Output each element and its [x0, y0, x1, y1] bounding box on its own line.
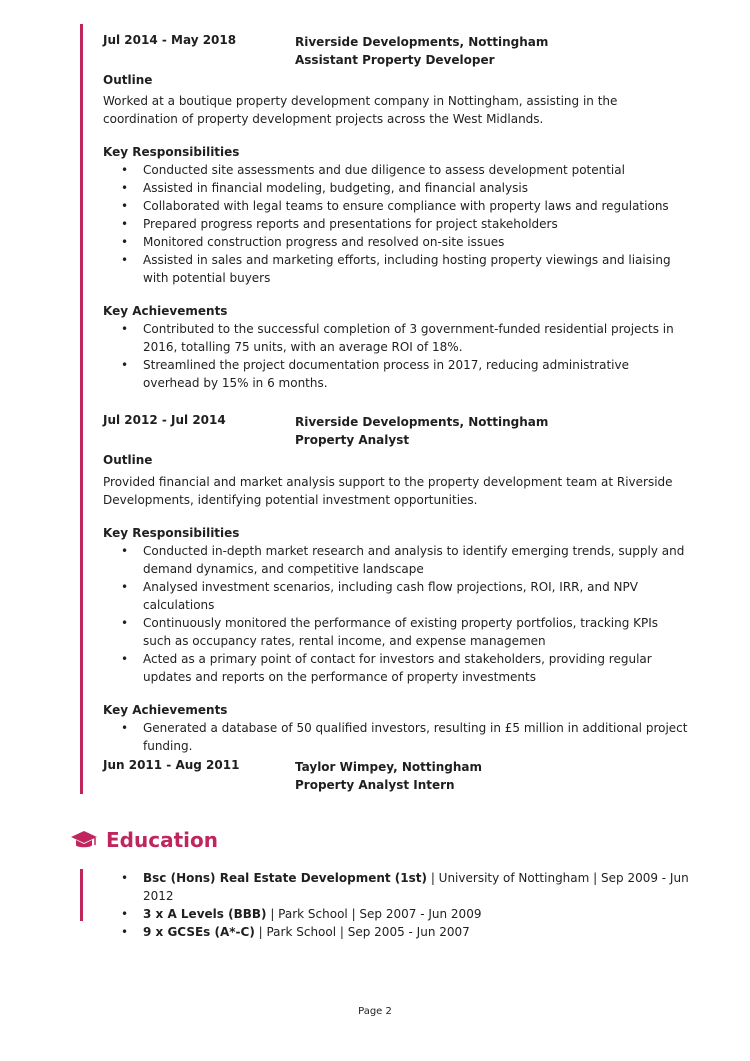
responsibilities-label: Key Responsibilities — [103, 526, 240, 540]
achievements-list — [103, 719, 688, 755]
job-entry — [103, 33, 688, 392]
job-dates: Jun 2011 - Aug 2011 — [103, 758, 240, 772]
responsibilities-list — [103, 542, 688, 686]
list-item: • Generated a database of 50 qualified investors, resulting in £5 million in additional project funding. — [143, 719, 688, 755]
responsibilities-list — [103, 161, 688, 287]
outline-text: Provided financial and market analysis support to the property development team at Riverside Developments, identifying potential investment opportunities. — [103, 475, 673, 507]
list-item: • Conducted site assessments and due diligence to assess development potential — [143, 161, 688, 179]
list-item: • Conducted in-depth market research and analysis to identify emerging trends, supply and demand dynamics, and competitive landscape — [143, 542, 688, 578]
job-company-block — [295, 758, 482, 794]
outline-label: Outline — [103, 73, 153, 87]
list-item: • Assisted in sales and marketing efforts, including hosting property viewings and liaising with potential buyers — [143, 251, 688, 287]
list-item: • Assisted in financial modeling, budgeting, and financial analysis — [143, 179, 688, 197]
list-item: • Prepared progress reports and presentations for project stakeholders — [143, 215, 688, 233]
list-item: • Continuously monitored the performance of existing property portfolios, tracking KPIs such as occupancy rates, rental income, and expense managemen — [143, 614, 688, 650]
education-qualification: 3 x A Levels (BBB) — [143, 907, 267, 921]
job-header — [103, 758, 688, 794]
job-title: Assistant Property Developer — [295, 53, 495, 67]
graduation-cap-icon — [70, 829, 98, 851]
job-entry — [103, 413, 688, 755]
education-list — [103, 869, 703, 941]
job-company: Taylor Wimpey, Nottingham — [295, 760, 483, 774]
education-item — [143, 869, 703, 905]
outline-label: Outline — [103, 453, 153, 467]
education-details: | Park School | Sep 2005 - Jun 2007 — [254, 925, 470, 939]
job-company-block — [295, 33, 548, 69]
responsibilities-label: Key Responsibilities — [103, 145, 240, 159]
education-items — [103, 869, 703, 941]
list-item: • Analysed investment scenarios, including cash flow projections, ROI, IRR, and NPV calculations — [143, 578, 688, 614]
job-company: Riverside Developments, Nottingham — [295, 35, 549, 49]
list-item: • Collaborated with legal teams to ensure compliance with property laws and regulations — [143, 197, 688, 215]
list-item: • Streamlined the project documentation process in 2017, reducing administrative overhead by 15% in 6 months. — [143, 356, 688, 392]
education-qualification: Bsc (Hons) Real Estate Development (1st) — [143, 871, 427, 885]
education-item — [143, 905, 703, 923]
education-accent-bar — [80, 869, 83, 921]
list-item: • Contributed to the successful completion of 3 government-funded residential projects in 2016, totalling 75 units, with an average ROI of 18%. — [143, 320, 688, 356]
job-dates: Jul 2014 - May 2018 — [103, 33, 237, 47]
education-details: | University of Nottingham | Sep 2009 - Jun 2012 — [143, 871, 689, 903]
job-dates: Jul 2012 - Jul 2014 — [103, 413, 226, 427]
job-entry — [103, 758, 688, 794]
education-qualification: 9 x GCSEs (A*-C) — [143, 925, 255, 939]
achievements-label: Key Achievements — [103, 304, 228, 318]
education-item — [143, 923, 703, 941]
job-header — [103, 413, 688, 451]
list-item: • Acted as a primary point of contact for investors and stakeholders, providing regular updates and reports on the performance of property investments — [143, 650, 688, 686]
job-title: Property Analyst Intern — [295, 778, 455, 792]
education-heading: Education — [106, 828, 218, 852]
page-number: Page 2 — [358, 1006, 392, 1017]
job-company: Riverside Developments, Nottingham — [295, 415, 549, 429]
education-details: | Park School | Sep 2007 - Jun 2009 — [266, 907, 482, 921]
job-company-block — [295, 413, 548, 449]
achievements-list — [103, 320, 688, 392]
job-header — [103, 33, 688, 71]
experience-accent-bar — [80, 24, 83, 794]
achievements-label: Key Achievements — [103, 703, 228, 717]
outline-text: Worked at a boutique property development company in Nottingham, assisting in the coordination of property development projects across the West Midlands. — [103, 94, 618, 126]
list-item: • Monitored construction progress and resolved on-site issues — [143, 233, 688, 251]
education-section-header — [70, 828, 218, 852]
job-title: Property Analyst — [295, 433, 410, 447]
